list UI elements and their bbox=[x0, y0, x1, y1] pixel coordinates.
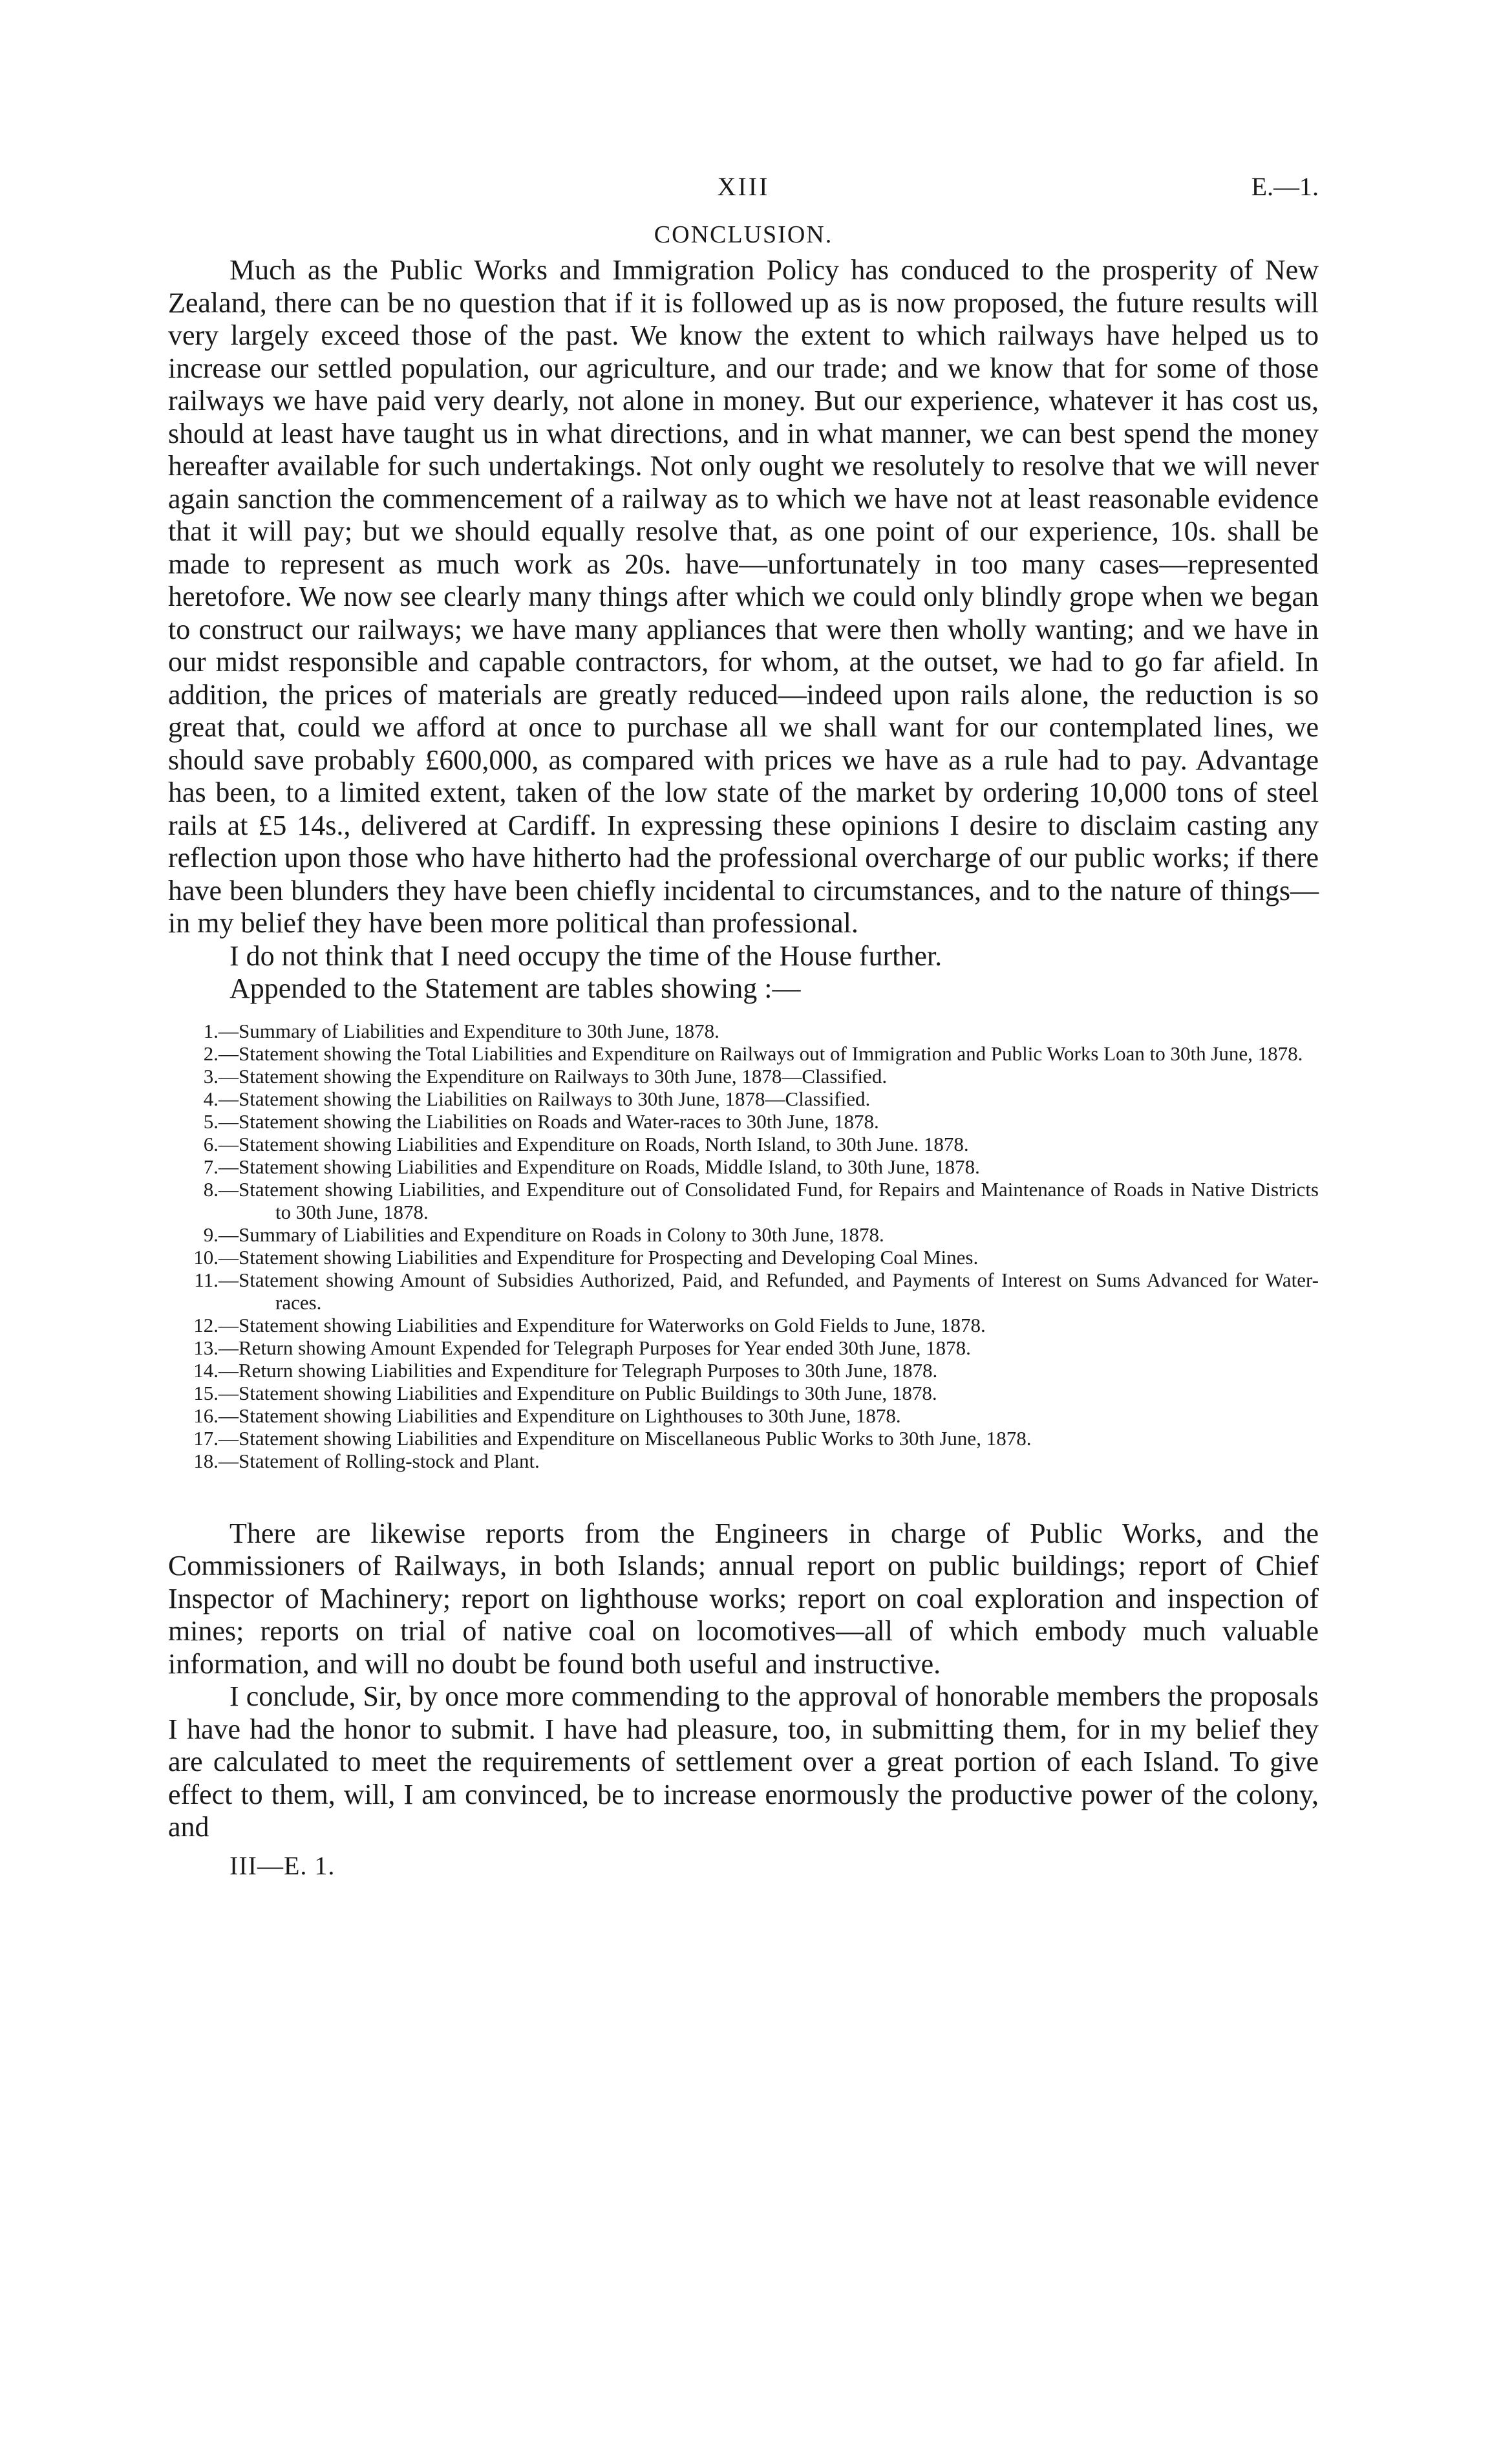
list-item-text: —Return showing Amount Expended for Telegraph Purposes for Year ended 30th June, 1878. bbox=[218, 1336, 971, 1359]
list-item-number: 13. bbox=[193, 1336, 218, 1359]
paragraph-policy: Much as the Public Works and Immigration Policy has conduced to the prosperity of New Zealand, there can be no question that if it is followed up as is now proposed, the future results will very largely exceed those of the past. We know the extent to which railways have helped us to increase our settled population, our agriculture, and our trade; and we know that for some of those railways we have paid very dearly, not alone in money. But our experience, whatever it has cost us, should at least have taught us in what directions, and in what manner, we can best spend the money hereafter available for such undertakings. Not only ought we resolutely to resolve that we will never again sanction the commencement of a railway as to which we have not at least reasonable evidence that it will pay; but we should equally resolve that, as one point of our experience, 10s. shall be made to represent as much work as 20s. have—unfortunately in too many cases—represented heretofore. We now see clearly many things after which we could only blindly grope when we began to construct our railways; we have many appliances that were then wholly wanting; and we have in our midst responsible and capable contractors, for whom, at the outset, we had to go far afield. In addition, the prices of materials are greatly reduced—indeed upon rails alone, the reduction is so great that, could we afford at once to purchase all we shall want for our contemplated lines, we should save probably £600,000, as compared with prices we have as a rule had to pay. Advantage has been, to a limited extent, taken of the low state of the market by ordering 10,000 tons of steel rails at £5 14s., delivered at Cardiff. In expressing these opinions I desire to disclaim casting any reflection upon those who have hitherto had the professional overcharge of our public works; if there have been blunders they have been chiefly incidental to circumstances, and to the nature of things—in my belief they have been more political than professional. bbox=[168, 254, 1319, 939]
page-header bbox=[168, 171, 1319, 217]
list-item-text: —Statement showing Liabilities and Expenditure on Public Buildings to 30th June, 1878. bbox=[218, 1381, 937, 1404]
list-item-number: 17. bbox=[193, 1426, 218, 1450]
list-item bbox=[168, 1178, 1319, 1223]
list-item-text: —Statement showing Amount of Subsidies Authorized, Paid, and Refunded, and Payments of Interest on Sums Advanced for Water-races. bbox=[218, 1268, 1319, 1314]
section-spacer bbox=[168, 1472, 1319, 1517]
list-item bbox=[168, 1269, 1319, 1314]
list-item bbox=[168, 1088, 1319, 1110]
list-item-text: —Statement showing the Total Liabilities and Expenditure on Railways out of Immigration and Public Works Loan to 30th June, 1878. bbox=[218, 1042, 1303, 1065]
list-item-text: —Statement showing the Expenditure on Railways to 30th June, 1878—Classified. bbox=[218, 1064, 888, 1088]
list-item bbox=[168, 1020, 1319, 1042]
list-item-number: 10. bbox=[193, 1245, 218, 1269]
document-reference: E.—1. bbox=[1251, 172, 1319, 201]
list-item-text: —Summary of Liabilities and Expenditure on Roads in Colony to 30th June, 1878. bbox=[218, 1223, 884, 1246]
document-page bbox=[168, 171, 1319, 1881]
appended-tables-list bbox=[168, 1020, 1319, 1472]
list-item-text: —Statement showing Liabilities and Expenditure on Roads, Middle Island, to 30th June, 1878. bbox=[218, 1155, 980, 1178]
list-item bbox=[168, 1155, 1319, 1178]
list-item-text: —Return showing Liabilities and Expenditure for Telegraph Purposes to 30th June, 1878. bbox=[218, 1358, 938, 1382]
list-item-text: —Statement showing Liabilities and Expenditure for Waterworks on Gold Fields to June, 1878. bbox=[218, 1313, 986, 1336]
paragraph-house: I do not think that I need occupy the time of the House further. bbox=[229, 939, 942, 972]
list-item-text: —Statement of Rolling-stock and Plant. bbox=[218, 1449, 540, 1472]
paragraph-conclusion: I conclude, Sir, by once more commending to the approval of honorable members the proposals I have had the honor to submit. I have had pleasure, too, in submitting them, for in my belief they are calculated to meet the requirements of settlement over a great portion of each Island. To give effect to them, will, I am convinced, be to increase enormously the productive power of the colony, and bbox=[168, 1680, 1319, 1843]
list-item-number: 6. bbox=[203, 1132, 218, 1155]
list-item bbox=[168, 1314, 1319, 1336]
list-item-text: —Statement showing the Liabilities on Railways to 30th June, 1878—Classified. bbox=[218, 1087, 871, 1110]
list-item bbox=[168, 1042, 1319, 1065]
list-item bbox=[168, 1382, 1319, 1404]
paragraph-reports: There are likewise reports from the Engineers in charge of Public Works, and the Commissioners of Railways, in both Islands; annual report on public buildings; report of Chief Inspector of Machinery; report on lighthouse works; report on coal exploration and inspection of mines; reports on trial of native coal on locomotives—all of which embody much valuable information, and will no doubt be found both useful and instructive. bbox=[168, 1517, 1319, 1680]
list-item-text: —Summary of Liabilities and Expenditure to 30th June, 1878. bbox=[218, 1019, 719, 1042]
list-item-number: 9. bbox=[203, 1223, 218, 1246]
list-item-number: 12. bbox=[193, 1313, 218, 1336]
list-item-text: —Statement showing the Liabilities on Roads and Water-races to 30th June, 1878. bbox=[218, 1109, 879, 1133]
list-item bbox=[168, 1450, 1319, 1472]
list-item bbox=[168, 1223, 1319, 1246]
list-item-number: 15. bbox=[193, 1381, 218, 1404]
list-item-text: —Statement showing Liabilities and Expenditure on Miscellaneous Public Works to 30th June, 1878. bbox=[218, 1426, 1032, 1450]
list-item-number: 3. bbox=[203, 1064, 218, 1088]
list-item bbox=[168, 1404, 1319, 1427]
paragraph-appended: Appended to the Statement are tables showing :— bbox=[229, 972, 801, 1004]
list-item-number: 4. bbox=[203, 1087, 218, 1110]
list-item-number: 5. bbox=[203, 1109, 218, 1133]
list-item-text: —Statement showing Liabilities, and Expenditure out of Consolidated Fund, for Repairs and Maintenance of Roads in Native Districts to 30th June, 1878. bbox=[218, 1177, 1319, 1223]
list-item-number: 2. bbox=[203, 1042, 218, 1065]
list-item-text: —Statement showing Liabilities and Expenditure for Prospecting and Developing Coal Mines. bbox=[218, 1245, 979, 1269]
page-number: XIII bbox=[717, 172, 770, 201]
list-item-number: 18. bbox=[193, 1449, 218, 1472]
list-item-number: 11. bbox=[194, 1268, 218, 1291]
list-item-number: 16. bbox=[193, 1404, 218, 1427]
section-title: CONCLUSION. bbox=[654, 221, 833, 248]
list-item-text: —Statement showing Liabilities and Expenditure on Roads, North Island, to 30th June. 1878. bbox=[218, 1132, 969, 1155]
list-item-number: 1. bbox=[203, 1019, 218, 1042]
list-item bbox=[168, 1359, 1319, 1382]
list-item bbox=[168, 1065, 1319, 1088]
list-item bbox=[168, 1336, 1319, 1359]
list-item bbox=[168, 1246, 1319, 1269]
list-item bbox=[168, 1427, 1319, 1450]
list-item-number: 8. bbox=[203, 1177, 218, 1201]
list-item-text: —Statement showing Liabilities and Expenditure on Lighthouses to 30th June, 1878. bbox=[218, 1404, 901, 1427]
list-item-number: 7. bbox=[203, 1155, 218, 1178]
signature-mark: III—E. 1. bbox=[229, 1850, 335, 1880]
list-item bbox=[168, 1133, 1319, 1155]
list-item bbox=[168, 1110, 1319, 1133]
list-item-number: 14. bbox=[193, 1358, 218, 1382]
